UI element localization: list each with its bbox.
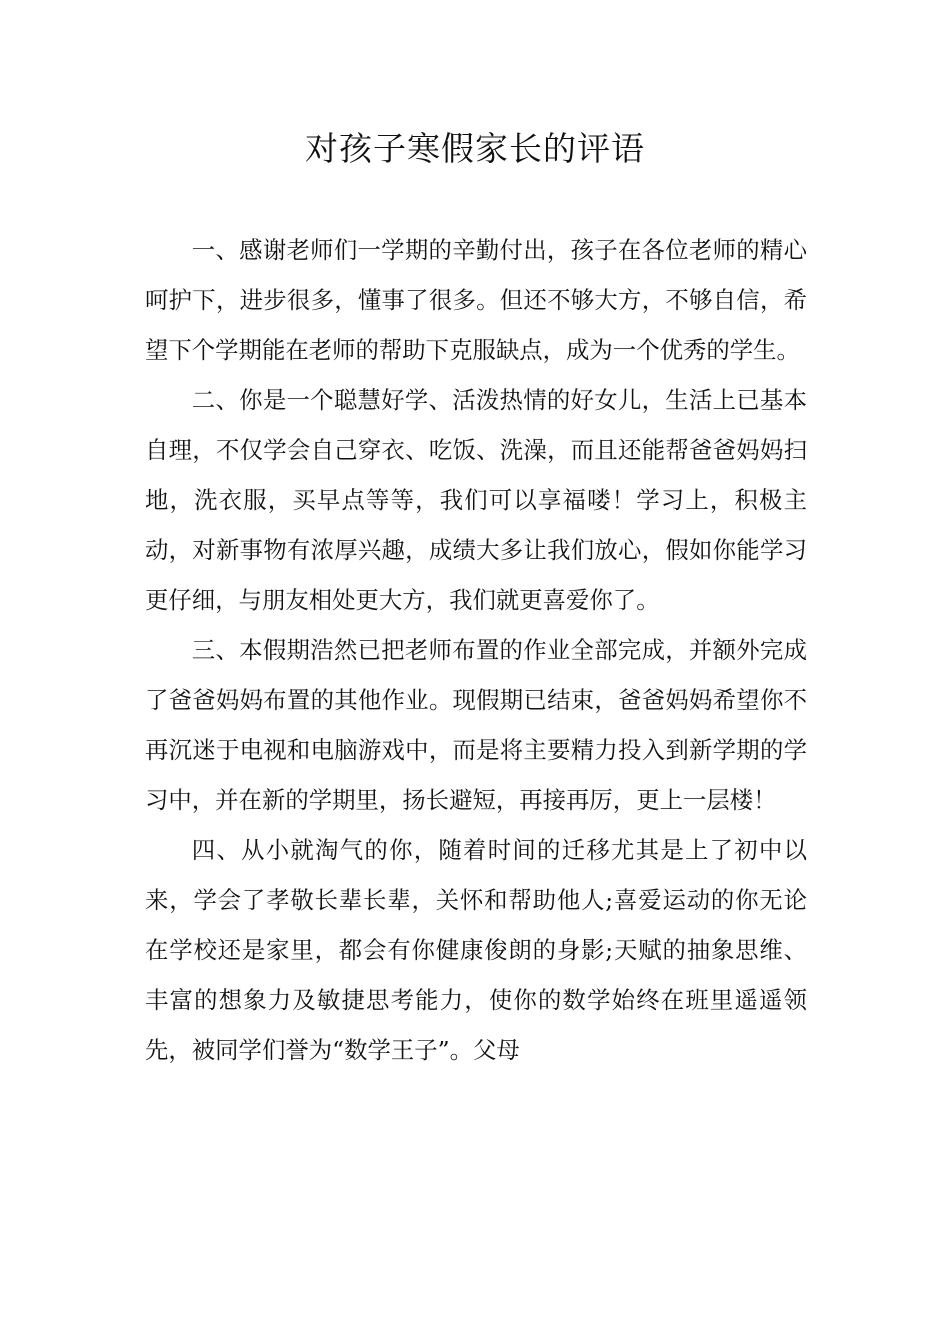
- paragraph-3: 三、本假期浩然已把老师布置的作业全部完成，并额外完成了爸爸妈妈布置的其他作业。现假期已结束，爸爸妈妈希望你不再沉迷于电视和电脑游戏中，而是将主要精力投入到新学期的学习中，并在新的学期里，扬长避短，再接再厉，更上一层楼！: [145, 636, 807, 814]
- paragraph-1: 一、感谢老师们一学期的辛勤付出，孩子在各位老师的精心呵护下，进步很多，懂事了很多。但还不够大方，不够自信，希望下个学期能在老师的帮助下克服缺点，成为一个优秀的学生。: [145, 236, 807, 364]
- document-title: 对孩子寒假家长的评语: [305, 129, 645, 168]
- paragraph-4: 四、从小就淘气的你，随着时间的迁移尤其是上了初中以来，学会了孝敬长辈长辈，关怀和帮助他人;喜爱运动的你无论在学校还是家里，都会有你健康俊朗的身影;天赋的抽象思维、丰富的想象力及敏捷思考能力，使你的数学始终在班里遥遥领先，被同学们誉为“数学王子”。父母: [145, 836, 807, 1064]
- document-body: [145, 225, 807, 1075]
- paragraph-2: 二、你是一个聪慧好学、活泼热情的好女儿，生活上已基本自理，不仅学会自己穿衣、吃饭、洗澡，而且还能帮爸爸妈妈扫地，洗衣服，买早点等等，我们可以享福喽！学习上，积极主动，对新事物有浓厚兴趣，成绩大多让我们放心，假如你能学习更仔细，与朋友相处更大方，我们就更喜爱你了。: [145, 386, 807, 614]
